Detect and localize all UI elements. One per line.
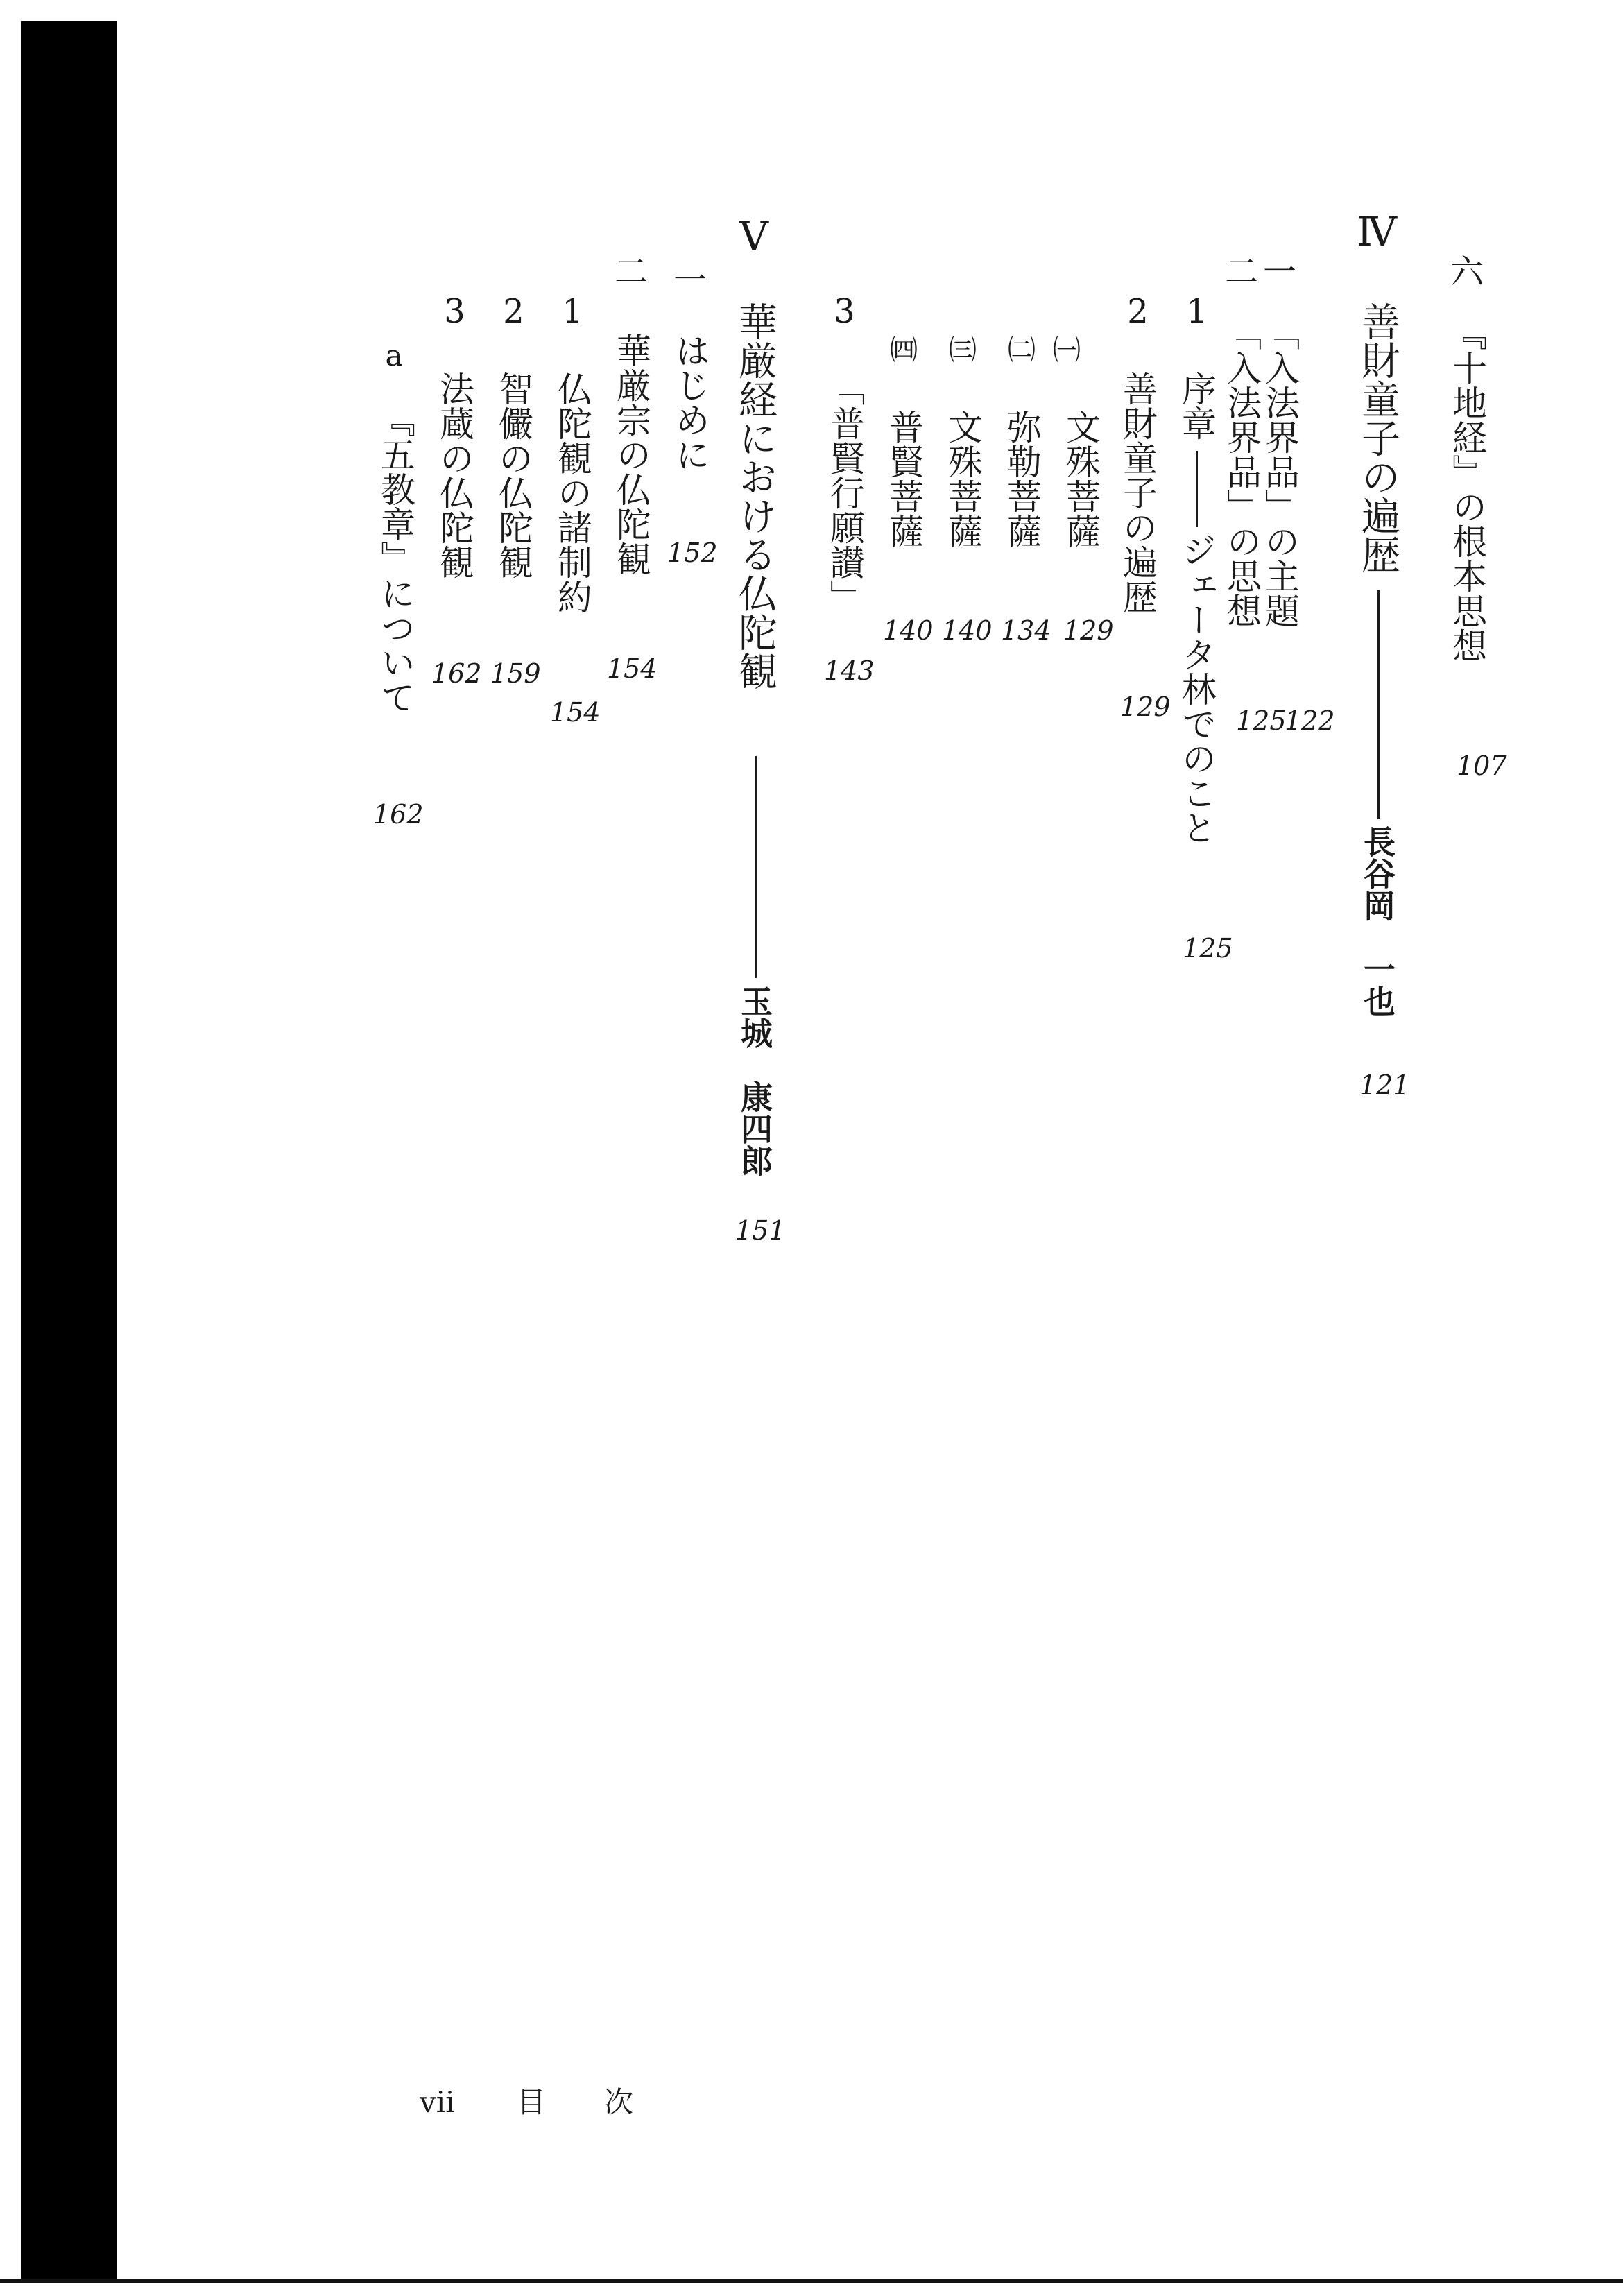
toc-marker: 3	[834, 292, 855, 331]
toc-entry-title-part: 序章	[1176, 371, 1217, 440]
toc-entry-title-part: ジェータ林でのこと	[1176, 533, 1217, 845]
part-title-text: 善財童子の遍歴	[1355, 302, 1400, 574]
scan-bottom-edge	[0, 2279, 1623, 2283]
toc-marker: ㈢	[949, 334, 977, 366]
toc-marker: 六	[1450, 252, 1484, 291]
toc-marker: ㈣	[890, 334, 918, 366]
toc-marker: 3	[444, 292, 465, 331]
toc-page-number: 129	[1120, 692, 1171, 722]
part-numeral: Ⅴ	[739, 213, 768, 260]
toc-marker: ㈠	[1053, 334, 1081, 366]
part-title	[1355, 302, 1400, 574]
toc-marker: 2	[1127, 292, 1149, 331]
toc-entry-title: 文殊菩薩	[943, 409, 983, 548]
toc-entry-title: 「普賢行願讃」	[825, 371, 865, 614]
toc-entry-title: はじめに	[670, 333, 710, 472]
title-dash	[1377, 590, 1380, 819]
toc-page-number: 143	[824, 656, 875, 686]
toc-page-number: 152	[667, 538, 718, 568]
toc-marker: 二	[1224, 252, 1258, 291]
toc-page-number: 140	[942, 615, 993, 646]
toc-marker: ㈡	[1008, 334, 1036, 366]
scan-binding-edge	[21, 21, 117, 2279]
toc-page-number: 151	[735, 1215, 786, 1246]
part-numeral: Ⅳ	[1357, 208, 1397, 255]
toc-marker: 1	[1186, 292, 1208, 331]
toc-page-number: 125	[1236, 705, 1287, 736]
toc-entry-title: 『十地経』の根本思想	[1447, 316, 1487, 662]
toc-entry-title	[1176, 371, 1217, 440]
toc-entry-title: 『五教章』について	[375, 402, 415, 714]
toc-entry-title: 弥勒菩薩	[1002, 409, 1042, 548]
toc-page-number: 154	[550, 697, 601, 728]
toc-page-number: 122	[1285, 705, 1335, 736]
toc-page-number: 129	[1063, 615, 1114, 646]
toc-marker: 二	[614, 252, 648, 291]
toc-entry-title: 善財童子の遍歴	[1117, 371, 1158, 614]
title-dash	[1196, 451, 1198, 527]
toc-entry-title: 普賢菩薩	[884, 409, 924, 548]
toc-page-number: 125	[1183, 933, 1233, 963]
toc-marker: 一	[673, 261, 707, 300]
toc-page-number: 162	[431, 658, 482, 689]
footer-running-head: 目 次	[517, 2085, 634, 2119]
toc-entry-title: 「入法界品」の思想	[1221, 316, 1262, 628]
title-dash	[755, 756, 757, 978]
toc-entry-title: 文殊菩薩	[1060, 409, 1101, 548]
toc-entry-title: 「入法界品」の主題	[1260, 316, 1300, 628]
toc-marker: 一	[1262, 252, 1296, 291]
author-name: 玉城 康四郎	[736, 985, 773, 1176]
toc-entry-title: 法蔵の仏陀観	[434, 371, 474, 579]
toc-entry-title: 智儼の仏陀観	[493, 371, 533, 579]
toc-marker: 2	[503, 292, 524, 331]
toc-page-number: 162	[373, 799, 424, 830]
toc-entry-title: 仏陀観の諸制約	[552, 371, 592, 614]
part-title: 華厳経における仏陀観	[732, 302, 778, 690]
toc-page-number: 140	[883, 615, 934, 646]
toc-page-number: 121	[1359, 1070, 1410, 1100]
toc-entry-title: 華厳宗の仏陀観	[611, 333, 651, 576]
toc-page-number: 159	[490, 658, 541, 689]
toc-marker: 1	[562, 292, 583, 331]
toc-page-number: 107	[1457, 751, 1507, 781]
author-name: 長谷岡 一也	[1359, 825, 1396, 1017]
toc-page-number: 154	[607, 653, 658, 684]
toc-page-number: 134	[1001, 615, 1051, 646]
footer-page-number: vii	[420, 2085, 455, 2119]
toc-marker: a	[385, 339, 403, 372]
